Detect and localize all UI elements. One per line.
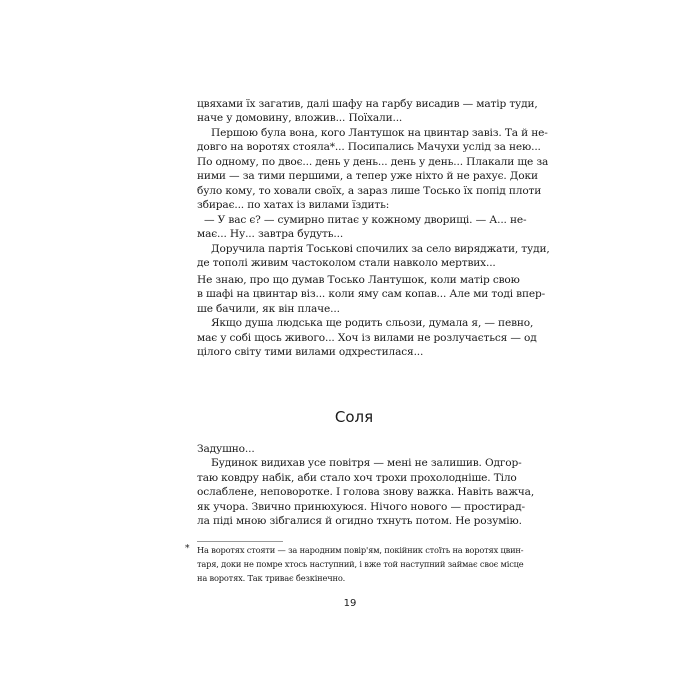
text-line: Доручила партія Тоськові спочилих за село виряджати, туди,: [211, 243, 550, 255]
footnote-divider: [197, 541, 283, 542]
text-line: Будинок видихав усе повітря — мені не залишив. Одгор-: [211, 457, 522, 469]
text-line: було кому, то ховали своїх, а зараз лише Тосько їх попід плоти: [197, 185, 542, 197]
text-line: наче у домовину, вложив... Поїхали...: [197, 112, 403, 124]
text-line: в шафі на цвинтар віз... коли яму сам копав... Але ми тоді впер-: [197, 288, 546, 300]
text-line: цілого світу тими вилами одхрестилася...: [197, 346, 424, 358]
footnote-line: На воротях стояти — за народним повір'ям, покійник стоїть на воротях цвин-: [197, 545, 524, 555]
footnote-marker: *: [185, 544, 190, 554]
text-line: має у собі щось живого... Хоч із вилами не розлучається — од: [197, 332, 537, 344]
text-line: ними — за тими першими, а тепер уже ніхто й не рахує. Доки: [197, 170, 538, 182]
footnote-line: таря, доки не помре хтось наступний, і вже той наступний займає своє місце: [197, 559, 524, 569]
text-line: ослаблене, неповоротке. І голова знову важка. Навіть важча,: [197, 486, 535, 498]
text-line: довго на воротях стояла*... Посипались Мачухи услід за нею...: [197, 141, 541, 153]
text-line: ла піді мною зібгалися й огидно тхнуть потом. Не розумію.: [197, 515, 522, 527]
text-line: — У вас є? — сумирно питає у кожному дворищі. — А... не-: [204, 214, 527, 226]
page-number: 19: [343, 598, 357, 609]
text-line: збирає... по хатах із вилами їздить:: [197, 199, 390, 211]
text-line: Першою була вона, кого Лантушок на цвинтар завіз. Та й не-: [211, 127, 548, 139]
text-line: ше бачили, як він плаче...: [197, 303, 340, 315]
text-line: таю ковдру набік, аби стало хоч трохи прохолодніше. Тіло: [197, 472, 517, 484]
text-line: По одному, по двоє... день у день... день у день... Плакали ще за: [197, 156, 549, 168]
text-line: Не знаю, про що думав Тосько Лантушок, коли матір свою: [197, 274, 520, 286]
text-line: де тополі живим частоколом стали навколо мертвих...: [197, 257, 496, 269]
text-line: Задушно...: [197, 443, 255, 455]
text-line: має... Ну... завтра будуть...: [197, 228, 344, 240]
chapter-title: Соля: [334, 408, 374, 426]
text-line: як учора. Звично принюхуюся. Нічого нового — простирад-: [197, 501, 525, 513]
footnote-line: на воротях. Так триває безкінечно.: [197, 573, 346, 583]
text-line: Якщо душа людська ще родить сльози, думала я, — певно,: [211, 317, 534, 329]
text-line: цвяхами їх загатив, далі шафу на гарбу висадив — матір туди,: [197, 98, 538, 110]
